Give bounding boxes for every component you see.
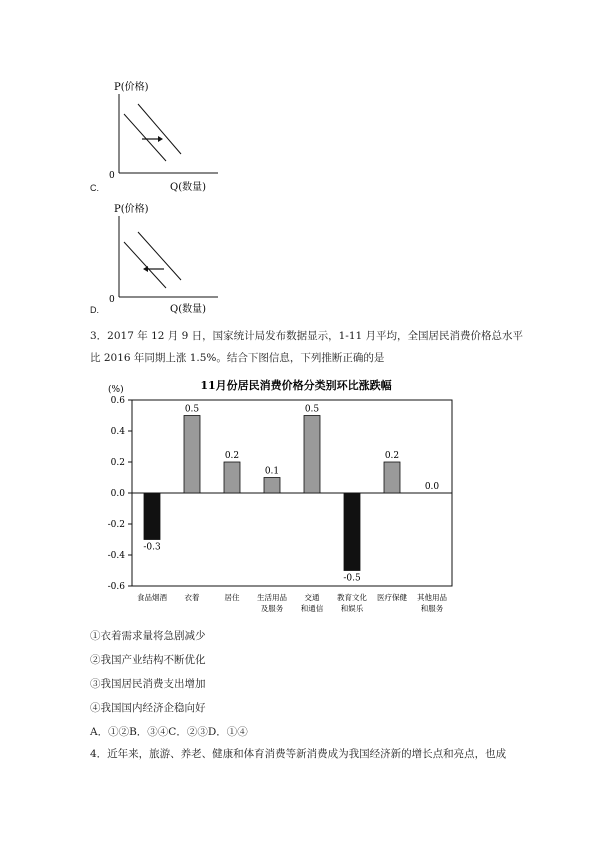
option-d-x-axis-label: Q(数量) xyxy=(170,304,207,315)
option-d-label: D. xyxy=(90,305,99,315)
category-label: 医疗保健 xyxy=(377,593,407,602)
right-arrow-icon xyxy=(142,136,163,142)
option-d-demand-curve-1 xyxy=(124,242,166,288)
statement-3: ③我国居民消费支出增加 xyxy=(90,678,206,690)
category-label: 教育文化 xyxy=(337,593,367,602)
category-label: 交通 xyxy=(304,593,320,602)
category-label: 食品烟酒 xyxy=(137,593,167,602)
question-3-line-2: 比 2016 年同期上涨 1.5%。结合下图信息，下列推断正确的是 xyxy=(90,352,385,364)
option-d-demand-curve-2 xyxy=(138,232,181,280)
category-label: 衣着 xyxy=(184,593,200,602)
option-c-y-axis-label: P(价格) xyxy=(114,82,149,93)
question-3-line-1: 3．2017 年 12 月 9 日，国家统计局发布数据显示，1-11 月平均，全国居民消费价格总水平 xyxy=(90,330,524,342)
bar-value-label: 0.5 xyxy=(184,404,200,415)
question-4-line-1: 4．近年来，旅游、养老、健康和体育消费等新消费成为我国经济新的增长点和亮点，也成 xyxy=(90,748,507,760)
option-c-graph xyxy=(88,78,238,196)
bar-value-label: -0.5 xyxy=(343,573,361,584)
y-tick-label: 0.2 xyxy=(110,458,125,468)
bar xyxy=(144,493,160,540)
category-label: 和通信 xyxy=(300,604,324,613)
option-c-x-axis-label: Q(数量) xyxy=(170,182,207,193)
chart-y-unit: (%) xyxy=(108,385,124,395)
y-tick-label: 0.6 xyxy=(110,396,125,406)
y-tick-label: -0.4 xyxy=(107,551,125,561)
category-label: 及服务 xyxy=(260,604,284,613)
bar xyxy=(344,493,360,571)
bar-value-label: 0.5 xyxy=(304,404,320,415)
bar-value-label: -0.3 xyxy=(143,542,161,553)
bar-value-label: 0.1 xyxy=(264,466,280,477)
price-change-bar-chart xyxy=(100,372,470,622)
option-c-origin: 0 xyxy=(109,171,115,181)
option-c-label: C. xyxy=(90,183,99,193)
category-label: 其他用品 xyxy=(417,593,447,602)
option-d-y-axis-label: P(价格) xyxy=(114,204,149,215)
y-tick-label: 0.0 xyxy=(110,489,125,499)
option-d-graph xyxy=(88,200,238,318)
y-tick-label: -0.2 xyxy=(107,520,125,530)
statement-4: ④我国国内经济企稳向好 xyxy=(90,702,206,714)
bar xyxy=(224,462,240,493)
category-label: 生活用品 xyxy=(257,593,287,602)
bar xyxy=(184,416,200,494)
y-tick-label: 0.4 xyxy=(110,427,125,437)
statement-2: ②我国产业结构不断优化 xyxy=(90,654,206,666)
option-c-demand-curve-2 xyxy=(138,104,181,154)
answer-options: A．①②B．③④C．②③D．①④ xyxy=(90,726,248,738)
bar xyxy=(264,478,280,494)
bar-value-label: 0.2 xyxy=(224,451,240,461)
y-tick-label: -0.6 xyxy=(107,582,125,592)
bar-value-label: 0.0 xyxy=(424,482,440,492)
bar xyxy=(304,416,320,494)
chart-title: 11月份居民消费价格分类别环比涨跌幅 xyxy=(200,379,392,392)
bar xyxy=(384,462,400,493)
bar-value-label: 0.2 xyxy=(384,451,400,461)
option-d-origin: 0 xyxy=(109,295,115,305)
category-label: 和服务 xyxy=(420,604,444,613)
category-label: 和娱乐 xyxy=(340,604,364,613)
statement-1: ①衣着需求量将急剧减少 xyxy=(90,630,206,642)
category-label: 居住 xyxy=(224,593,240,602)
